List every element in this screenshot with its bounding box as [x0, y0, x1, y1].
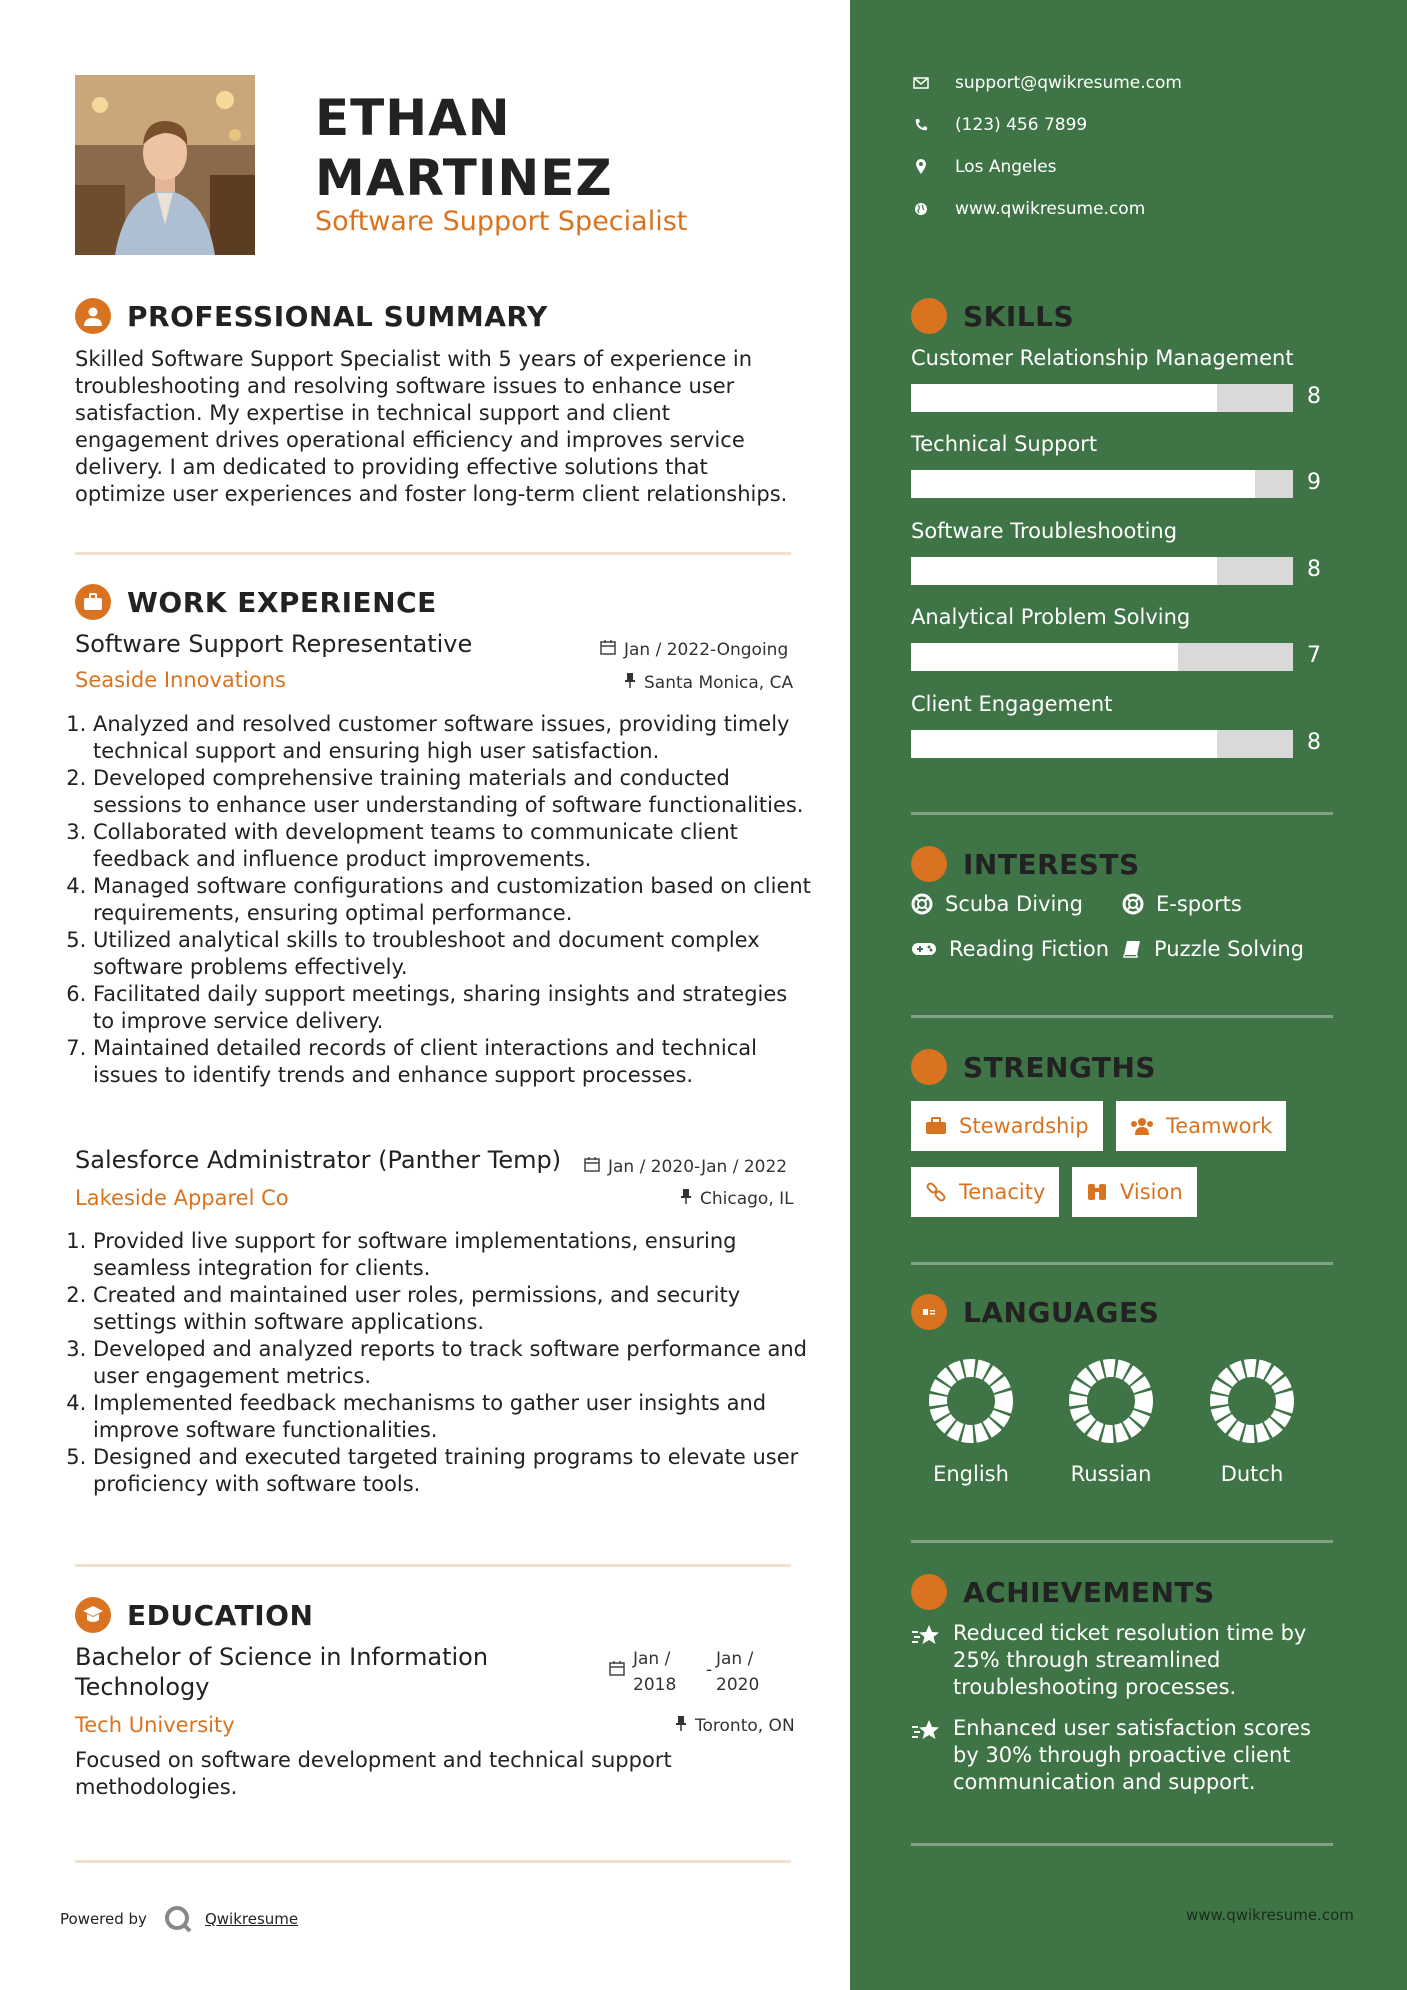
qwikresume-logo-icon — [163, 1904, 193, 1934]
section-divider — [75, 1860, 791, 1863]
candidate-title: Software Support Specialist — [315, 206, 688, 237]
language-item — [911, 1358, 1031, 1486]
section-divider — [75, 1564, 791, 1567]
end-year: 2020 — [716, 1675, 760, 1695]
skills-title: SKILLS — [963, 299, 1075, 333]
paper-plane-icon — [911, 846, 947, 882]
section-divider — [911, 1015, 1333, 1018]
list-item: 1. Provided live support for software implementations, ensuring seamless integration for clients. — [93, 1228, 813, 1282]
section-divider — [911, 1843, 1333, 1846]
description-line: methodologies. — [75, 1775, 238, 1799]
experience-heading — [75, 584, 437, 620]
summary-line: troubleshooting and resolving software issues to enhance user — [75, 374, 735, 398]
star-icon — [911, 1715, 941, 1796]
interests-title: INTERESTS — [963, 847, 1140, 881]
school: Tech University — [75, 1713, 235, 1737]
skill-name: Analytical Problem Solving — [911, 605, 1191, 629]
calendar-icon — [584, 1156, 600, 1177]
language-label: English — [933, 1462, 1009, 1486]
skill-value: 8 — [1307, 557, 1321, 582]
strength-label: Stewardship — [959, 1114, 1089, 1138]
phone-text: (123) 456 7899 — [955, 115, 1088, 135]
strength-chip — [1116, 1101, 1286, 1151]
strength-chip — [1072, 1167, 1197, 1217]
skill-bar — [911, 643, 1293, 671]
language-icon — [911, 1294, 947, 1330]
education-location-text: Toronto, ON — [695, 1715, 795, 1736]
lightbulb-icon — [911, 298, 947, 334]
last-name: MARTINEZ — [315, 149, 613, 207]
language-ring — [1209, 1429, 1295, 1448]
book-icon — [1122, 939, 1142, 959]
education-description — [75, 1747, 672, 1801]
job-dates — [584, 1156, 787, 1177]
list-item: 2. Developed comprehensive training materials and conducted sessions to enhance user understanding of software functionalities. — [93, 765, 813, 819]
list-item: 5. Designed and executed targeted training programs to elevate user proficiency with software tools. — [93, 1444, 813, 1498]
list-item: 2. Created and maintained user roles, permissions, and security settings within software applications. — [93, 1282, 813, 1336]
skill-bar — [911, 730, 1293, 758]
job-title: Software Support Representative — [75, 630, 473, 658]
date-separator: - — [706, 1660, 713, 1680]
contact-phone — [911, 115, 1087, 135]
language-item — [1192, 1358, 1312, 1486]
fist-icon — [911, 1049, 947, 1085]
graduate-icon — [75, 1597, 111, 1633]
education-title: EDUCATION — [127, 1598, 314, 1632]
location-pin-icon — [911, 159, 931, 175]
section-divider — [911, 1262, 1333, 1265]
link-icon — [925, 1181, 947, 1203]
skill-bar — [911, 384, 1293, 412]
summary-heading — [75, 298, 548, 334]
degree-line: Bachelor of Science in Information — [75, 1643, 489, 1671]
section-divider — [911, 1540, 1333, 1543]
list-item: 5. Utilized analytical skills to troubleshoot and document complex software problems effectively. — [93, 927, 813, 981]
skill-bar-fill — [911, 384, 1217, 412]
footer-powered-by — [60, 1904, 298, 1934]
start-year: 2018 — [633, 1675, 677, 1695]
languages-title: LANGUAGES — [963, 1295, 1160, 1329]
job-location-text: Santa Monica, CA — [644, 672, 794, 693]
first-name: ETHAN — [315, 89, 511, 147]
language-item — [1051, 1358, 1171, 1486]
education-start — [633, 1646, 676, 1698]
calendar-icon — [600, 639, 616, 660]
strength-label: Vision — [1120, 1180, 1183, 1204]
interest-label: Scuba Diving — [945, 892, 1083, 916]
summary-title: PROFESSIONAL SUMMARY — [127, 299, 548, 333]
skill-value: 7 — [1307, 643, 1321, 668]
job-dates-text: Jan / 2022-Ongoing — [624, 639, 789, 660]
achievement-text: Enhanced user satisfaction scores by 30% through proactive client communication and support. — [953, 1716, 1311, 1794]
summary-line: optimize user experiences and foster long-term client relationships. — [75, 482, 788, 506]
job-location — [624, 672, 793, 693]
strengths-heading — [911, 1049, 1156, 1085]
achievement-item — [911, 1715, 1331, 1796]
job-title: Salesforce Administrator (Panther Temp) — [75, 1146, 562, 1174]
job-location-text: Chicago, IL — [700, 1188, 794, 1209]
binoculars-icon — [1086, 1182, 1108, 1202]
pin-icon — [680, 1188, 692, 1209]
candidate-name — [315, 88, 613, 208]
interest-item — [1122, 937, 1304, 961]
strength-chip — [911, 1101, 1103, 1151]
contact-website — [911, 199, 1145, 219]
interest-label: Reading Fiction — [949, 937, 1110, 961]
achievement-item — [911, 1620, 1331, 1701]
globe-icon — [911, 202, 931, 216]
briefcase-icon — [925, 1117, 947, 1135]
list-item: 4. Managed software configurations and customization based on client requirements, ensuring optimal performance. — [93, 873, 813, 927]
star-badge-icon — [911, 1574, 947, 1610]
education-end — [716, 1646, 759, 1698]
skill-name: Technical Support — [911, 432, 1098, 456]
experience-title: WORK EXPERIENCE — [127, 585, 437, 619]
interest-label: E-sports — [1156, 892, 1242, 916]
lifebuoy-icon — [1122, 893, 1144, 915]
summary-line: Skilled Software Support Specialist with 5 years of experience in — [75, 347, 753, 371]
envelope-icon — [911, 77, 931, 89]
lifebuoy-icon — [911, 893, 933, 915]
summary-text — [75, 346, 815, 508]
list-item: 7. Maintained detailed records of client interactions and technical issues to identify trends and enhance support processes. — [93, 1035, 813, 1089]
interest-item — [911, 937, 1109, 961]
skill-name: Customer Relationship Management — [911, 346, 1294, 370]
footer-website[interactable]: www.qwikresume.com — [1186, 1906, 1354, 1924]
pin-icon — [675, 1715, 687, 1736]
section-divider — [911, 812, 1333, 815]
achievements-title: ACHIEVEMENTS — [963, 1575, 1215, 1609]
language-ring — [1068, 1429, 1154, 1448]
summary-line: engagement drives operational efficiency and improves service — [75, 428, 745, 452]
job-dates — [600, 639, 788, 660]
interest-item — [911, 892, 1083, 916]
location-text: Los Angeles — [955, 157, 1057, 177]
achievements-heading — [911, 1574, 1215, 1610]
skill-bar-fill — [911, 470, 1255, 498]
list-item: 6. Facilitated daily support meetings, sharing insights and strategies to improve service delivery. — [93, 981, 813, 1035]
achievement-text: Reduced ticket resolution time by 25% through streamlined troubleshooting processes. — [953, 1621, 1307, 1699]
skill-bar — [911, 557, 1293, 585]
language-label: Russian — [1070, 1462, 1152, 1486]
job-responsibilities — [69, 711, 813, 1089]
job-responsibilities — [69, 1228, 813, 1498]
powered-by-label: Powered by — [60, 1910, 147, 1928]
job-dates-text: Jan / 2020-Jan / 2022 — [608, 1156, 788, 1177]
user-icon — [75, 298, 111, 334]
list-item: 3. Developed and analyzed reports to track software performance and user engagement metrics. — [93, 1336, 813, 1390]
summary-line: satisfaction. My expertise in technical support and client — [75, 401, 670, 425]
email-text[interactable]: support@qwikresume.com — [955, 73, 1182, 93]
description-line: Focused on software development and technical support — [75, 1748, 672, 1772]
strength-label: Teamwork — [1166, 1114, 1273, 1138]
qwikresume-link[interactable]: Qwikresume — [204, 1910, 299, 1928]
strength-chip — [911, 1167, 1059, 1217]
gamepad-icon — [911, 941, 937, 957]
briefcase-icon — [75, 584, 111, 620]
list-item: 3. Collaborated with development teams to communicate client feedback and influence product improvements. — [93, 819, 813, 873]
skill-value: 8 — [1307, 730, 1321, 755]
section-divider — [75, 552, 791, 555]
skill-value: 9 — [1307, 470, 1321, 495]
list-item: 4. Implemented feedback mechanisms to gather user insights and improve software functionalities. — [93, 1390, 813, 1444]
job-company: Lakeside Apparel Co — [75, 1186, 289, 1210]
star-icon — [911, 1620, 941, 1701]
contact-email — [911, 73, 1182, 93]
calendar-icon — [609, 1660, 625, 1680]
education-location — [675, 1715, 795, 1736]
list-item: 1. Analyzed and resolved customer software issues, providing timely technical support and ensuring high user satisfaction. — [93, 711, 813, 765]
language-ring — [928, 1429, 1014, 1448]
skill-bar-fill — [911, 730, 1217, 758]
strengths-title: STRENGTHS — [963, 1050, 1157, 1084]
skill-bar-fill — [911, 557, 1217, 585]
skill-name: Client Engagement — [911, 692, 1113, 716]
website-text[interactable]: www.qwikresume.com — [955, 199, 1146, 219]
skills-heading — [911, 298, 1074, 334]
phone-icon — [911, 118, 931, 132]
start-month: Jan / — [633, 1649, 671, 1669]
degree — [75, 1642, 488, 1702]
job-company: Seaside Innovations — [75, 668, 286, 692]
end-month: Jan / — [716, 1649, 754, 1669]
strength-label: Tenacity — [959, 1180, 1046, 1204]
profile-photo — [75, 75, 255, 255]
skill-bar-fill — [911, 643, 1178, 671]
interest-item — [1122, 892, 1242, 916]
degree-line: Technology — [75, 1673, 210, 1701]
summary-line: delivery. I am dedicated to providing effective solutions that — [75, 455, 708, 479]
skill-name: Software Troubleshooting — [911, 519, 1178, 543]
languages-heading — [911, 1294, 1159, 1330]
contact-location — [911, 157, 1057, 177]
interests-heading — [911, 846, 1140, 882]
users-icon — [1130, 1117, 1154, 1135]
language-label: Dutch — [1220, 1462, 1284, 1486]
education-heading — [75, 1597, 313, 1633]
pin-icon — [624, 672, 636, 693]
interest-label: Puzzle Solving — [1154, 937, 1304, 961]
skill-value: 8 — [1307, 384, 1321, 409]
skill-bar — [911, 470, 1293, 498]
job-location — [680, 1188, 794, 1209]
